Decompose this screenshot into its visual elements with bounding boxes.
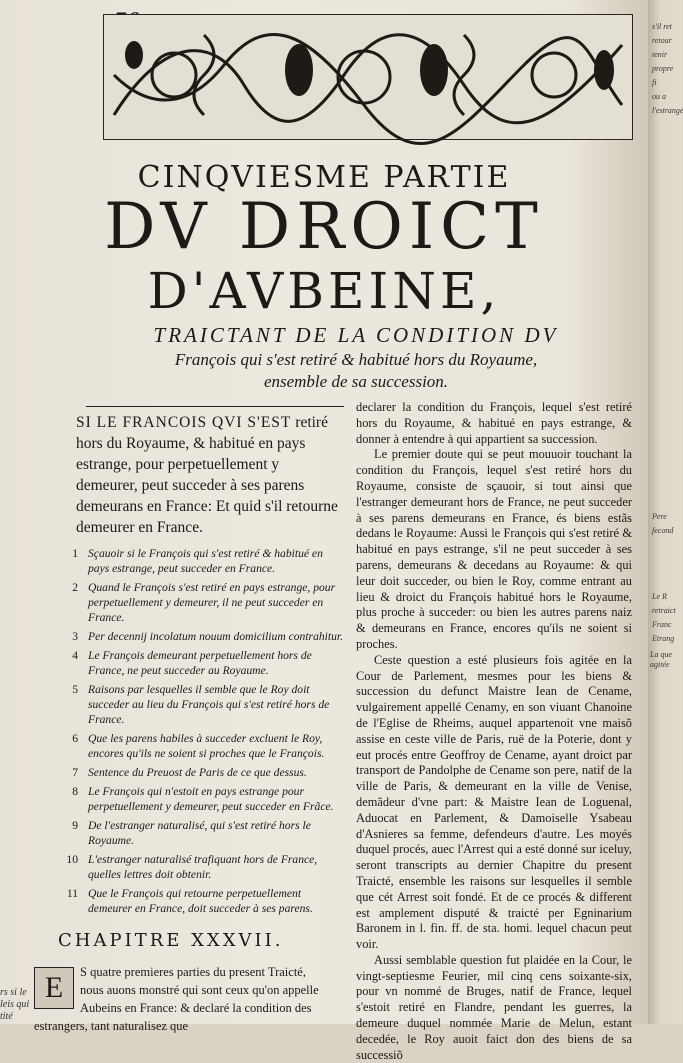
facing-page-text: retraict — [652, 606, 676, 615]
right-column — [356, 400, 632, 1063]
contents-item — [60, 852, 344, 882]
contents-number: 8 — [72, 785, 78, 798]
contents-item — [60, 784, 344, 814]
subtitle-line-3: ensemble de sa succession. — [263, 372, 449, 391]
contents-number: 10 — [66, 853, 78, 866]
chapter-summary — [76, 412, 344, 538]
contents-text: De l'estranger naturalisé, qui s'est retiré hors le Royaume. — [88, 819, 311, 847]
facing-page-text: fecond — [652, 526, 674, 535]
contents-item — [60, 580, 344, 625]
contents-number: 2 — [72, 581, 78, 594]
contents-item — [60, 682, 344, 727]
facing-page-text: s'il ret — [652, 22, 672, 31]
contents-number: 5 — [72, 683, 78, 696]
contents-number: 11 — [66, 887, 78, 900]
facing-page-text: fi — [652, 78, 657, 87]
paragraph: declarer la condition du François, lequel s'est retiré hors du Royaume, & habitué en pays estrange, & donner à entendre à qui appartient sa succession. — [356, 400, 632, 446]
chapter-opening — [34, 963, 330, 1035]
contents-item — [60, 629, 344, 644]
facing-page-text: Pere — [652, 512, 667, 521]
facing-page-text: tenir — [652, 50, 668, 59]
divider-rule — [86, 406, 344, 407]
chapter-contents-list — [60, 546, 344, 916]
right-margin-note: La que agitée — [650, 650, 672, 669]
contents-item — [60, 648, 344, 678]
contents-number: 3 — [72, 630, 78, 643]
facing-page-text: Franc — [652, 620, 672, 629]
chapter-opening-text: S quatre premieres parties du present Traicté, nous auons monstré qui sont ceux qu'on appelle Aubeins en France: & declaré la condition des estrangers, tant naturalisez que — [34, 965, 319, 1033]
subtitle-line-2: François qui s'est retiré & habitué hors du Royaume, — [174, 350, 538, 369]
contents-number: 1 — [72, 547, 78, 560]
contents-text: Per decennij incolatum nouum domicilium contrahitur. — [88, 630, 344, 643]
ornamental-headpiece — [103, 14, 633, 140]
facing-page-text: Etrang — [652, 634, 675, 643]
paragraph: Aussi semblable question fut plaidée en la Cour, le vingt-septiesme Feurier, mil cinq cens soixante-six, pour vn nommé de Bruges, natif de France, lequel s'estoit retiré en Flandre, pendant les guerres, la demeure duquel nommée Marie de Melun, estant decedée, le Roy auoit faict don des biens de sa successiõ — [356, 952, 632, 1062]
subtitle-line-1: TRAICTANT DE LA CONDITION DV — [153, 323, 559, 347]
contents-text: Le François demeurant perpetuellement hors de France, ne peut succeder au Royaume. — [88, 649, 312, 677]
contents-number: 4 — [72, 649, 78, 662]
left-margin-note: rs si le leis qui tité — [0, 987, 30, 1022]
contents-number: 9 — [72, 819, 78, 832]
contents-text: Raisons par lesquelles il semble que le Roy doit succeder au lieu du François qui s'est retiré hors de France. — [88, 683, 330, 726]
facing-page-text: ou a — [652, 92, 666, 101]
contents-text: Quand le François s'est retiré en pays estrange, pour perpetuellement y demeurer, il ne peut succeder en France. — [88, 581, 336, 624]
decorated-initial: E — [34, 967, 74, 1009]
paragraph: Ceste question a esté plusieurs fois agitée en la Cour de Parlement, mesmes pour les biens & succession du defunct Maistre Iean de Cename, vulgairement appellé Cenamy, en son viuant Chanoine de l'Eglise de Rheims, auquel appartenoit vne maisõ assise en ceste ville de Paris, ruë de la Poterie, dont y eut procés entre Geoffroy de Cename, ayant droict par transport de Pandolphe de Cename son pere, natif de la ville de Paris, & demeurant en la ville de Venise, demãdeur d'vne part: & Maistre Iean de Loguenal, Aduocat en Parlement, & Damoiselle Ysabeau d'Asnieres sa femme, defendeurs d'autre. Les moyés duquel procés, auec l'Arrest qui a esté donné sur iceluy, seront transcripts au dernier Chapitre du present Traicté, ensemble les raisons sur lesquelles il semble que cét Arrest soit fondé. Et de ce procés & different est amplement disputé & traicté per Egninarium Baronem in l. fin. ff. de sta. homi. lequel chacun peut voir. — [356, 652, 632, 952]
paragraph: Le premier doute qui se peut mouuoir touchant la condition du François, lequel s'est retiré hors du Royaume, consiste de sçauoir, si tout ainsi que l'estranger demeurant hors de France, ne peut succeder à ses parens demeurans en France, és biens estãs dedans le Royaume: Aussi le François qui s'est retiré & habitué en pays estrange, s'il ne peut succeder à ses parens, demeurans & decedans au Royaume: & qui leur doit succeder, ou bien le Roy, comme entrant au lieu & droict du François habitué hors le Royaume, plus proche à succeder: ou bien les autres parens naiz & demeurans en France, encores qu'ils ne soient si proches. — [356, 447, 632, 651]
facing-page-text: propre — [652, 64, 674, 73]
facing-page-text: Le R — [652, 592, 667, 601]
contents-item — [60, 818, 344, 848]
summary-lead: SI LE FRANCOIS QVI S'EST — [76, 414, 292, 431]
contents-text: L'estranger naturalisé trafiquant hors de France, quelles lettres doit obtenir. — [88, 853, 318, 881]
left-column — [60, 412, 344, 920]
contents-text: Que le François qui retourne perpetuellement demeurer en France, doit succeder à ses parens. — [88, 887, 313, 915]
contents-text: Sentence du Preuost de Paris de ce que dessus. — [88, 766, 307, 779]
contents-text: Le François qui n'estoit en pays estrange pour perpetuellement y demeurer, peut succeder en Frãce. — [88, 785, 334, 813]
main-title: DV DROICT — [104, 190, 544, 264]
facing-page-text: retour — [652, 36, 672, 45]
contents-text: Que les parens habiles à succeder excluent le Roy, encores qu'ils ne soient si proches que le François. — [88, 732, 325, 760]
facing-page-edge — [648, 0, 682, 1024]
main-title-continued: D'AVBEINE, — [147, 262, 501, 320]
contents-item — [60, 765, 344, 780]
contents-item — [60, 731, 344, 761]
contents-number: 7 — [72, 766, 78, 779]
contents-text: Sçauoir si le François qui s'est retiré & habitué en pays estrange, peut succeder en France. — [88, 547, 323, 575]
facing-page-text: l'estrange — [652, 106, 683, 115]
part-title: CINQVIESME PARTIE — [137, 160, 511, 195]
chapter-heading: CHAPITRE XXXVII. — [58, 930, 284, 951]
contents-item — [60, 546, 344, 576]
contents-item — [60, 886, 344, 916]
contents-number: 6 — [72, 732, 78, 745]
summary-text: retiré hors du Royaume, & habitué en pays estrange, pour perpetuellement y demeurer, peut succeder à ses parens demeurans en France: Et quid s'il retourne demeurer en France. — [76, 414, 338, 536]
